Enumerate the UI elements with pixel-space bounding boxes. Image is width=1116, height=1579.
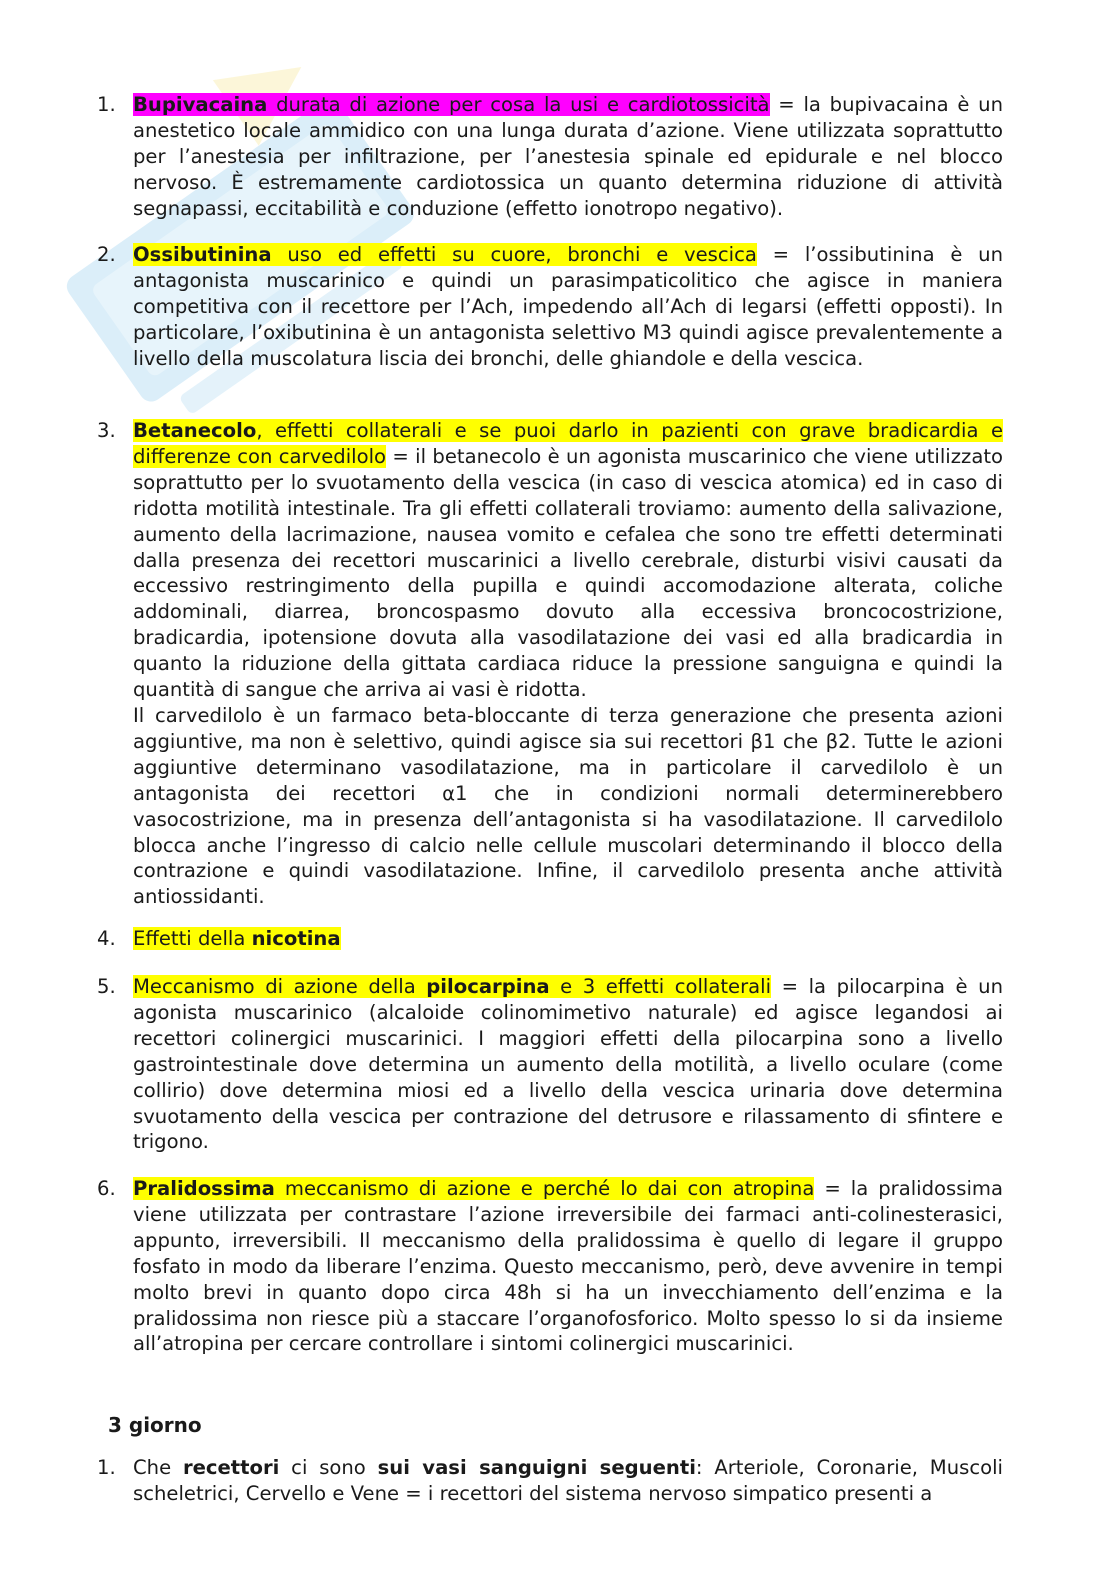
text-segment: sui vasi sanguigni seguenti	[377, 1456, 696, 1479]
text-segment: recettori	[182, 1456, 280, 1479]
text-segment: = l’ossibutinina è un antagonista muscarinico e quindi un parasimpaticolitico che agisce in maniera competitiva con il recettore per l’Ach, impedendo all’Ach di legarsi (effetti opposti). In particolare, l’oxibutinina è un antagonista selettivo M3 quindi agisce prevalentemente a livello della muscolatura liscia dei bronchi, delle ghiandole e della vescica.	[133, 243, 1004, 370]
highlighted-text: e 3 effetti collaterali	[549, 975, 772, 998]
text-segment: = la bupivacaina è un anestetico locale ammidico con una lunga durata d’azione. Viene utilizzata soprattutto per l’anestesia per infiltrazione, per l’anestesia spinale ed epidurale e nel blocco nervoso. È estremamente cardiotossica un quanto determina riduzione di attività segnapassi, eccitabilità e conduzione (effetto ionotropo negativo).	[133, 93, 1003, 220]
text-segment: = la pilocarpina è un agonista muscarinico (alcaloide colinomimetivo naturale) ed agisce legandosi ai recettori colinergici muscarinici. I maggiori effetti della pilocarpina sono a livello gastrointestinale dove determina un aumento della motilità, a livello oculare (come collirio) dove determina miosi ed a livello della vescica urinaria dove determina svuotamento della vescica per contrazione del detrusore e rilassamento di sfintere e trigono.	[133, 975, 1003, 1154]
item-text	[133, 242, 1003, 372]
highlighted-text: Bupivacaina	[133, 93, 268, 116]
item-number: 3.	[97, 419, 116, 442]
highlighted-text: pilocarpina	[426, 975, 550, 998]
text-segment: = la pralidossima viene utilizzata per contrastare l’azione irreversibile dei farmaci anti-colinesterasici, appunto, irreversibili. Il meccanismo della pralidossima è quello di legare il gruppo fosfato in modo da liberare l’enzima. Questo meccanismo, però, deve avvenire in tempi molto brevi in quanto dopo circa 48h si ha un invecchiamento dell’enzima e la pralidossima non riesce più a staccare l’organofosforico. Molto spesso lo si da insieme all’atropina per cercare controllare i sintomi colinergici muscarinici.	[133, 1177, 1003, 1356]
list-item	[97, 92, 1003, 222]
text-segment: ci sono	[279, 1456, 378, 1479]
list-item	[97, 1455, 1003, 1507]
text-segment: : Arteriole, Coronarie, Muscoli scheletrici, Cervello e Vene = i recettori del sistema nervoso simpatico presenti a	[133, 1456, 1003, 1505]
highlighted-text: Betanecolo	[133, 419, 257, 442]
item-text	[133, 1176, 1003, 1357]
item-number: 2.	[97, 243, 116, 266]
list-item	[97, 926, 1003, 952]
item-text	[133, 974, 1003, 1155]
highlighted-text: Pralidossima	[133, 1177, 275, 1200]
highlighted-text: Meccanismo di azione della	[133, 975, 427, 998]
item-extra-paragraph: Il carvedilolo è un farmaco beta-bloccante di terza generazione che presenta azioni aggiuntive, ma non è selettivo, quindi agisce sia sui recettori β1 che β2. Tutte le azioni aggiuntive determinano vasodilatazione, ma in particolare il carvedilolo è un antagonista dei recettori α1 che in condizioni normali determinerebbero vasocostrizione, ma in presenza dell’antagonista si ha vasodilatazione. Il carvedilolo blocca anche l’ingresso di calcio nelle cellule muscolari determinando il blocco della contrazione e quindi vasodilatazione. Infine, il carvedilolo presenta anche attività antiossidanti.	[133, 703, 1003, 909]
highlighted-text: nicotina	[251, 927, 341, 950]
list-item	[97, 242, 1004, 372]
highlighted-text: , effetti collaterali e se puoi darlo in pazienti con grave bradicardia e differenze con carvedilolo	[133, 419, 1003, 468]
item-text	[133, 1455, 1003, 1507]
item-number: 4.	[97, 927, 116, 950]
section-title: 3 giorno	[108, 1413, 202, 1437]
highlighted-text: durata di azione per cosa la usi e cardiotossicità	[267, 93, 770, 116]
highlighted-text: Ossibutinina	[133, 243, 272, 266]
item-text	[133, 418, 1003, 703]
item-number: 1.	[97, 1456, 116, 1479]
text-segment: Che	[133, 1456, 183, 1479]
item-number: 6.	[97, 1177, 116, 1200]
highlighted-text: Effetti della	[133, 927, 252, 950]
item-text	[133, 926, 1003, 952]
list-item	[97, 1176, 1003, 1357]
item-text	[133, 92, 1003, 222]
list-item	[97, 418, 1003, 910]
highlighted-text: meccanismo di azione e perché lo dai con atropina	[274, 1177, 815, 1200]
highlighted-text: uso ed effetti su cuore, bronchi e vescica	[271, 243, 757, 266]
item-number: 1.	[97, 93, 116, 116]
list-item	[97, 974, 1003, 1155]
item-number: 5.	[97, 975, 116, 998]
text-segment: = il betanecolo è un agonista muscarinico che viene utilizzato soprattutto per lo svuotamento della vescica (in caso di vescica atomica) ed in caso di ridotta motilità intestinale. Tra gli effetti collaterali troviamo: aumento della salivazione, aumento della lacrimazione, nausea vomito e cefalea che sono tre effetti determinati dalla presenza dei recettori muscarinici a livello cerebrale, disturbi visivi causati da eccessivo restringimento della pupilla e quindi accomodazione alterata, coliche addominali, diarrea, broncospasmo dovuto alla eccessiva broncocostrizione, bradicardia, ipotensione dovuta alla vasodilatazione dei vasi ed alla bradicardia in quanto la riduzione della gittata cardiaca riduce la pressione sanguigna e quindi la quantità di sangue che arriva ai vasi è ridotta.	[133, 444, 1003, 702]
